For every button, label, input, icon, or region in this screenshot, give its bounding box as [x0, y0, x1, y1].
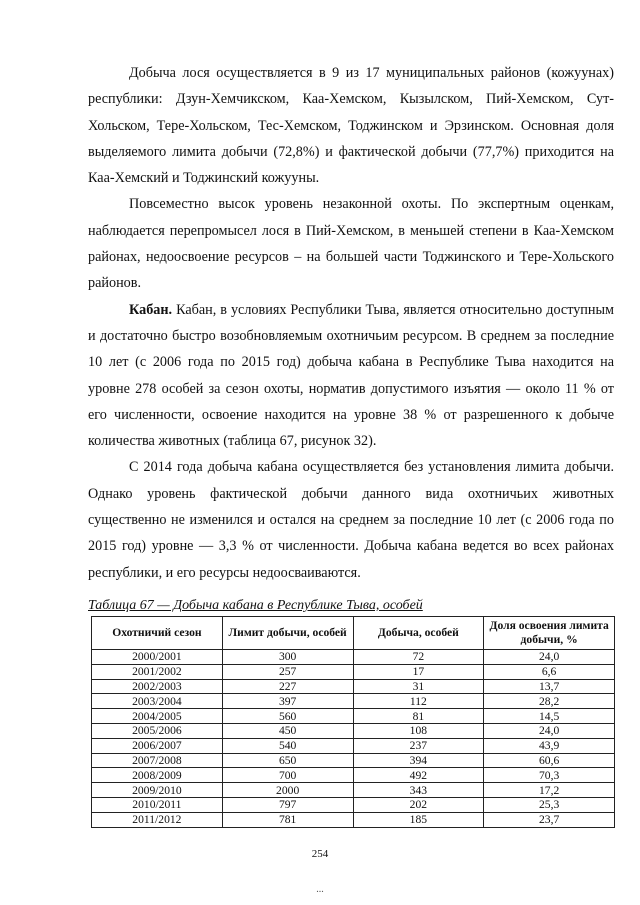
page-number: 254 — [311, 848, 329, 860]
table-row — [92, 709, 615, 724]
cell-harvest: 237 — [353, 738, 484, 753]
cell-share: 13,7 — [484, 679, 615, 694]
cell-season: 2003/2004 — [92, 694, 223, 709]
header-season: Охотничий сезон — [92, 617, 223, 650]
cell-harvest: 185 — [353, 812, 484, 827]
table-row — [92, 650, 615, 665]
cell-season: 2008/2009 — [92, 768, 223, 783]
cell-limit: 397 — [222, 694, 353, 709]
boar-heading: Кабан. — [129, 301, 173, 318]
table-row — [92, 694, 615, 709]
cell-season: 2009/2010 — [92, 783, 223, 798]
cell-share: 24,0 — [484, 650, 615, 665]
paragraph-boar-limit: С 2014 года добыча кабана осуществляется без установления лимита добычи. Однако уровень фактической добычи данного вида охотничьих животных существенно не изменился и остался на среднем за последние 10 лет (с 2006 года по 2015 год) уровне — 3,3 % от численности. Добыча кабана ведется во всех районах республики, и его ресурсы недоосваиваются. — [88, 459, 614, 581]
cell-limit: 560 — [222, 709, 353, 724]
cell-harvest: 112 — [353, 694, 484, 709]
cell-limit: 700 — [222, 768, 353, 783]
cell-season: 2007/2008 — [92, 753, 223, 768]
cell-harvest: 202 — [353, 797, 484, 812]
cell-harvest: 81 — [353, 709, 484, 724]
cell-season: 2000/2001 — [92, 650, 223, 665]
table-row — [92, 679, 615, 694]
cell-share: 24,0 — [484, 723, 615, 738]
cell-harvest: 72 — [353, 650, 484, 665]
cell-season: 2006/2007 — [92, 738, 223, 753]
cell-share: 23,7 — [484, 812, 615, 827]
table-row — [92, 768, 615, 783]
cell-share: 43,9 — [484, 738, 615, 753]
cell-harvest: 108 — [353, 723, 484, 738]
cell-limit: 227 — [222, 679, 353, 694]
paragraph-boar-intro: Кабан. Кабан, в условиях Республики Тыва, является относительно доступным и достаточно быстро возобновляемым охотничьим ресурсом. В среднем за последние 10 лет (с 2006 года по 2015 год) добыча кабана в Республике Тыва находится на уровне 278 особей за сезон охоты, норматив допустимого изъятия — около 11 % от его численности, освоение находится на уровне 38 % от разрешенного к добыче количества животных (таблица 67, рисунок 32). — [88, 301, 614, 450]
header-harvest: Добыча, особей — [353, 617, 484, 650]
cell-season: 2011/2012 — [92, 812, 223, 827]
cell-limit: 257 — [222, 664, 353, 679]
cell-limit: 540 — [222, 738, 353, 753]
boar-harvest-table — [91, 616, 615, 828]
cell-season: 2010/2011 — [92, 797, 223, 812]
cell-share: 6,6 — [484, 664, 615, 679]
cell-limit: 2000 — [222, 783, 353, 798]
cell-limit: 781 — [222, 812, 353, 827]
table-row — [92, 797, 615, 812]
cell-limit: 797 — [222, 797, 353, 812]
cell-season: 2001/2002 — [92, 664, 223, 679]
cell-harvest: 31 — [353, 679, 484, 694]
cell-harvest: 17 — [353, 664, 484, 679]
cell-season: 2002/2003 — [92, 679, 223, 694]
cell-limit: 450 — [222, 723, 353, 738]
table-row — [92, 738, 615, 753]
table-header-row — [92, 617, 615, 650]
cell-share: 14,5 — [484, 709, 615, 724]
cell-share: 70,3 — [484, 768, 615, 783]
header-share: Доля освоения лимита добычи, % — [484, 617, 615, 650]
table-row — [92, 783, 615, 798]
table-row — [92, 723, 615, 738]
paragraph-moose-districts: Добыча лося осуществляется в 9 из 17 муниципальных районов (кожуунах) республики: Дзун-Хемчикском, Каа-Хемском, Кызылском, Пий-Хемском, Сут-Хольском, Тере-Хольском, Тес-Хемском, Тоджинском и Эрзинском. Основная доля выделяемого лимита добычи (72,8%) и фактической добычи (77,7%) приходится на Каа-Хемский и Тоджинский кожууны. — [88, 65, 614, 187]
cell-share: 25,3 — [484, 797, 615, 812]
body-text — [88, 60, 614, 586]
table-row — [92, 664, 615, 679]
cell-season: 2004/2005 — [92, 709, 223, 724]
cell-limit: 650 — [222, 753, 353, 768]
cell-harvest: 343 — [353, 783, 484, 798]
paragraph-illegal-hunting: Повсеместно высок уровень незаконной охоты. По экспертным оценкам, наблюдается перепромысел лося в Пий-Хемском, в меньшей степени в Каа-Хемском районах, недоосвоение ресурсов – на большей части Тоджинского и Тере-Хольского районов. — [88, 196, 614, 292]
cell-season: 2005/2006 — [92, 723, 223, 738]
table-row — [92, 812, 615, 827]
footer-dots: ... — [316, 884, 324, 895]
cell-harvest: 394 — [353, 753, 484, 768]
table-caption: Таблица 67 — Добыча кабана в Республике Тыва, особей — [88, 598, 423, 613]
cell-share: 17,2 — [484, 783, 615, 798]
cell-share: 28,2 — [484, 694, 615, 709]
header-limit: Лимит добычи, особей — [222, 617, 353, 650]
cell-harvest: 492 — [353, 768, 484, 783]
cell-share: 60,6 — [484, 753, 615, 768]
cell-limit: 300 — [222, 650, 353, 665]
table-row — [92, 753, 615, 768]
